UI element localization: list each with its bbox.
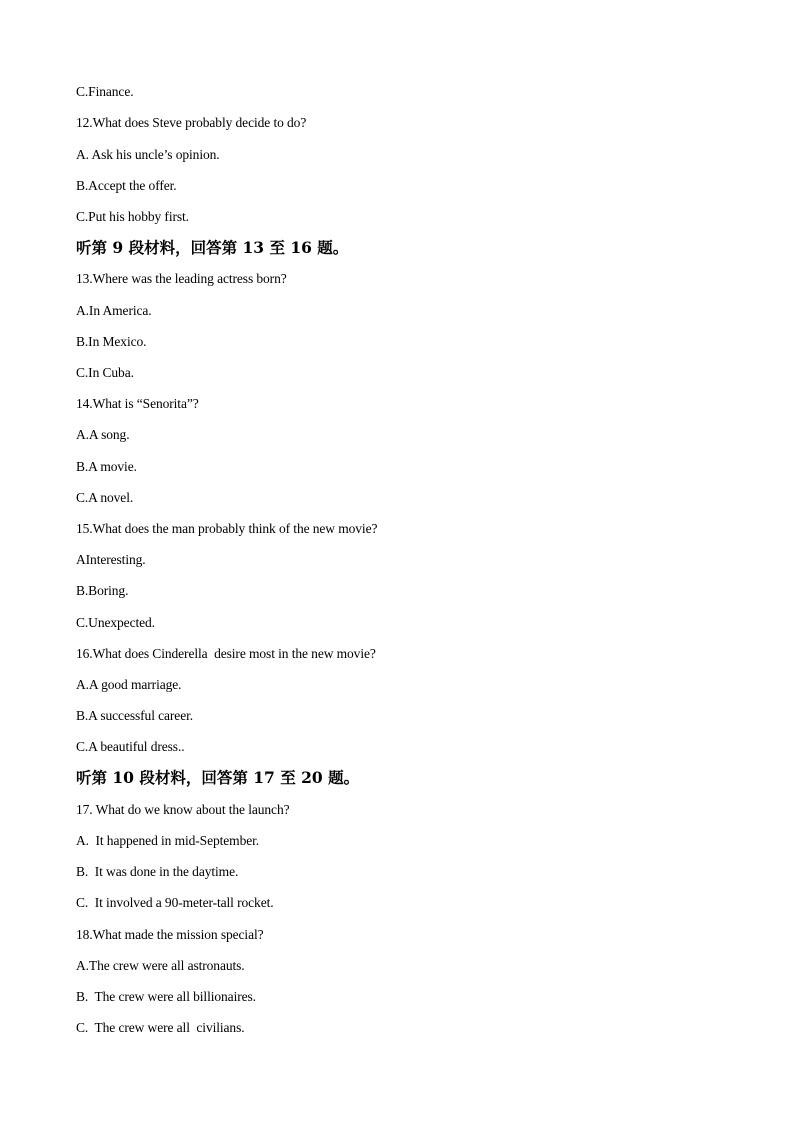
section-heading-9: 听第 9 段材料，回答第 13 至 16 题。 (76, 238, 349, 257)
option-17c: C. It involved a 90-meter-tall rocket. (76, 895, 274, 910)
option-18c: C. The crew were all civilians. (76, 1020, 245, 1035)
option-14b: B.A movie. (76, 459, 137, 474)
question-12: 12.What does Steve probably decide to do? (76, 115, 307, 130)
option-12c: C.Put his hobby first. (76, 209, 189, 224)
option-14a: A.A song. (76, 427, 130, 442)
option-13b: B.In Mexico. (76, 334, 147, 349)
option-18b: B. The crew were all billionaires. (76, 989, 256, 1004)
question-18: 18.What made the mission special? (76, 927, 264, 942)
option-17b: B. It was done in the daytime. (76, 864, 239, 879)
option-15b: B.Boring. (76, 583, 129, 598)
option-11c: C.Finance. (76, 84, 134, 99)
option-16a: A.A good marriage. (76, 677, 182, 692)
question-16: 16.What does Cinderella desire most in the new movie? (76, 646, 376, 661)
question-13: 13.Where was the leading actress born? (76, 271, 287, 286)
option-12a: A. Ask his uncle’s opinion. (76, 147, 220, 162)
question-14: 14.What is “Senorita”? (76, 396, 199, 411)
option-18a: A.The crew were all astronauts. (76, 958, 245, 973)
option-17a: A. It happened in mid-September. (76, 833, 260, 848)
option-12b: B.Accept the offer. (76, 178, 177, 193)
option-16c: C.A beautiful dress.. (76, 739, 185, 754)
option-13a: A.In America. (76, 303, 152, 318)
section-heading-10: 听第 10 段材料，回答第 17 至 20 题。 (76, 768, 360, 787)
option-13c: C.In Cuba. (76, 365, 134, 380)
question-15: 15.What does the man probably think of the new movie? (76, 521, 378, 536)
option-14c: C.A novel. (76, 490, 134, 505)
question-17: 17. What do we know about the launch? (76, 802, 290, 817)
option-15c: C.Unexpected. (76, 615, 155, 630)
option-15a: AInteresting. (76, 552, 146, 567)
option-16b: B.A successful career. (76, 708, 194, 723)
